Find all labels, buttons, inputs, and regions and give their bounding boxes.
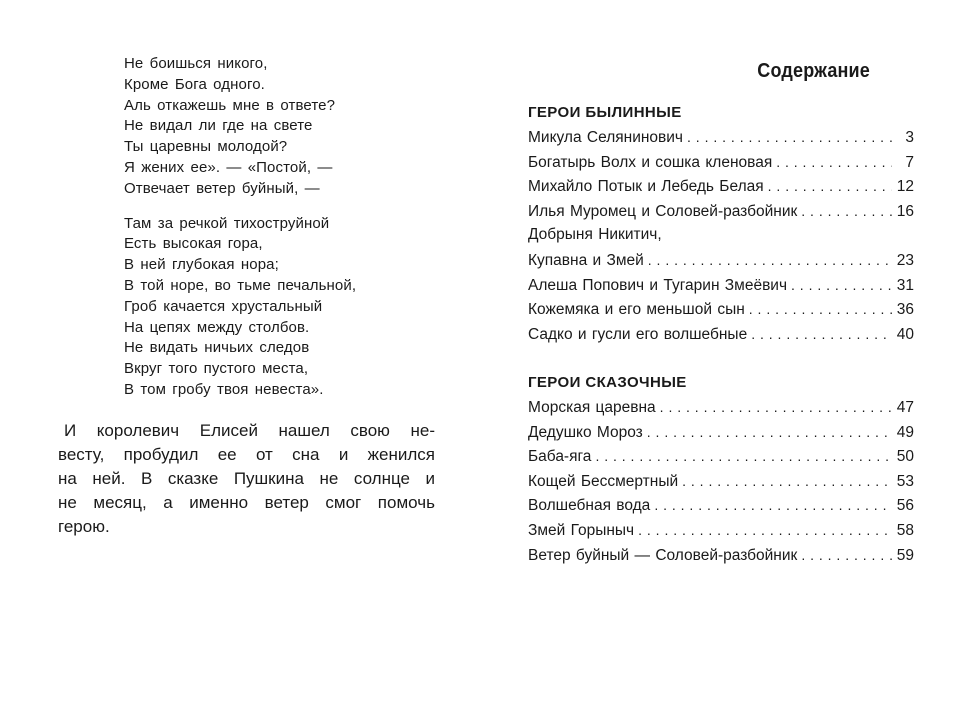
toc-entry-title: Морская царевна bbox=[528, 399, 656, 416]
verse-line: Вкруг того пустого места, bbox=[124, 360, 309, 378]
prose-line: герою. bbox=[58, 517, 110, 536]
prose-word: И bbox=[64, 421, 77, 440]
toc-entry bbox=[528, 174, 914, 199]
toc-page-number: 40 bbox=[896, 325, 914, 343]
prose-word: смог bbox=[325, 493, 362, 512]
leader-dots bbox=[768, 174, 892, 199]
prose-word: ее bbox=[217, 445, 237, 464]
right-page bbox=[479, 0, 959, 718]
verse-line: В ней глубокая нора; bbox=[124, 256, 279, 274]
toc-entry bbox=[528, 199, 914, 224]
prose-word: сказке bbox=[167, 469, 219, 488]
toc-entry-title: Кожемяка и его меньшой сын bbox=[528, 301, 745, 319]
leader-dots bbox=[749, 297, 892, 322]
poem-stanza-1 bbox=[124, 54, 444, 200]
toc-entry bbox=[528, 543, 914, 568]
prose-word: весту, bbox=[58, 445, 105, 464]
prose-word: и bbox=[338, 445, 349, 464]
toc-entry bbox=[528, 493, 914, 518]
toc-page-number: 53 bbox=[896, 472, 914, 490]
toc-entry bbox=[528, 518, 914, 543]
poem bbox=[124, 54, 444, 401]
toc-entry-title: Ветер буйный — Соловей-разбойник bbox=[528, 546, 798, 564]
prose-paragraph bbox=[58, 419, 435, 539]
toc-page-number: 50 bbox=[896, 448, 914, 466]
prose-word: сна bbox=[292, 445, 320, 464]
verse-line: Не боишься никого, bbox=[124, 55, 268, 72]
toc-entry-title: Алеша Попович и Тугарин Змеёвич bbox=[528, 276, 788, 294]
toc-page-number: 23 bbox=[896, 251, 914, 269]
verse-line: В том гробу твоя невеста». bbox=[124, 380, 324, 398]
prose-word: и bbox=[425, 469, 435, 488]
prose-word: В bbox=[140, 469, 153, 488]
toc-entries bbox=[528, 125, 914, 346]
toc-entry bbox=[528, 420, 914, 445]
toc-entry-title: Добрыня Никитич, bbox=[528, 226, 662, 244]
prose-word: нашел bbox=[278, 421, 330, 440]
prose-word: не bbox=[319, 469, 339, 488]
toc-page-number: 36 bbox=[896, 301, 914, 319]
toc-entry-title: Кощей Бессмертный bbox=[528, 472, 679, 490]
prose-word: от bbox=[255, 445, 273, 464]
leader-dots bbox=[660, 395, 892, 420]
left-page bbox=[0, 0, 479, 718]
verse-line: Отвечает ветер буйный, — bbox=[124, 179, 320, 197]
prose-word: помочь bbox=[377, 493, 435, 512]
toc-page-number: 59 bbox=[896, 546, 914, 564]
prose-word: а bbox=[163, 493, 173, 512]
prose-word: Пушкина bbox=[233, 469, 304, 488]
toc-page-number: 47 bbox=[896, 399, 914, 416]
verse-line: Есть высокая гора, bbox=[124, 235, 263, 253]
section-heading: ГЕРОИ СКАЗОЧНЫЕ bbox=[528, 374, 687, 391]
toc-page-number: 7 bbox=[905, 153, 914, 171]
leader-dots bbox=[791, 273, 892, 298]
toc-entry-title: Дедушко Мороз bbox=[528, 423, 643, 441]
prose-line bbox=[58, 467, 435, 491]
toc-entries bbox=[528, 395, 914, 567]
toc-section-bylinnye bbox=[528, 101, 914, 346]
toc-entry-title: Змей Горыныч bbox=[528, 521, 635, 539]
toc-entry-title: Волшебная вода bbox=[528, 497, 651, 515]
verse-line: На цепях между столбов. bbox=[124, 318, 310, 336]
prose-word: месяц, bbox=[93, 493, 147, 512]
prose-word: ней. bbox=[92, 469, 126, 488]
prose-word: ветер bbox=[264, 493, 309, 512]
verse-line: В той норе, во тьме печальной, bbox=[124, 276, 357, 294]
toc-page-number: 12 bbox=[896, 178, 914, 196]
prose-word: не- bbox=[410, 421, 435, 440]
prose-word: свою bbox=[350, 421, 390, 440]
toc-entry bbox=[528, 469, 914, 494]
prose-word: королевич bbox=[96, 421, 180, 440]
toc-entry bbox=[528, 248, 914, 273]
leader-dots bbox=[801, 543, 892, 568]
toc-entry-title: Микула Селянинович bbox=[528, 129, 684, 146]
toc-entry bbox=[528, 395, 914, 420]
prose-word: не bbox=[58, 493, 77, 512]
toc-title: Содержание bbox=[757, 60, 870, 82]
leader-dots bbox=[751, 322, 892, 347]
toc-entry-title: Баба-яга bbox=[528, 448, 592, 466]
prose-line bbox=[58, 443, 435, 467]
prose-line bbox=[58, 491, 435, 515]
toc-page-number: 56 bbox=[896, 497, 914, 515]
verse-line: Гроб качается хрустальный bbox=[124, 297, 323, 315]
leader-dots bbox=[638, 518, 892, 543]
leader-dots bbox=[776, 150, 892, 175]
toc-entry bbox=[528, 322, 914, 347]
leader-dots bbox=[654, 493, 892, 518]
toc-entry bbox=[528, 297, 914, 322]
verse-line: Я жених ее». — «Постой, — bbox=[124, 158, 333, 176]
toc-entry-title: Илья Муромец и Соловей-разбойник bbox=[528, 202, 798, 220]
toc-section-skazochnye bbox=[528, 371, 914, 567]
toc-entry bbox=[528, 273, 914, 298]
leader-dots bbox=[595, 444, 892, 469]
verse-line: Там за речкой тихоструйной bbox=[124, 214, 330, 232]
verse-line: Не видать ничьих следов bbox=[124, 339, 310, 357]
prose-word: именно bbox=[189, 493, 249, 512]
toc-entry bbox=[528, 223, 914, 248]
toc-page-number: 58 bbox=[896, 521, 914, 539]
leader-dots bbox=[647, 420, 892, 445]
poem-stanza-2 bbox=[124, 214, 444, 401]
toc-page-number: 3 bbox=[905, 129, 914, 146]
leader-dots bbox=[801, 199, 892, 224]
prose-line bbox=[58, 419, 435, 443]
prose-word: солнце bbox=[353, 469, 410, 488]
toc-page-number: 49 bbox=[896, 423, 914, 441]
leader-dots bbox=[687, 125, 892, 150]
toc-entry bbox=[528, 125, 914, 150]
prose-word: пробудил bbox=[123, 445, 199, 464]
verse-line: Ты царевны молодой? bbox=[124, 138, 288, 156]
verse-line: Кроме Бога одного. bbox=[124, 75, 265, 93]
leader-dots bbox=[648, 248, 892, 273]
verse-line: Аль откажешь мне в ответе? bbox=[124, 96, 336, 114]
toc-entry-title: Садко и гусли его волшебные bbox=[528, 325, 748, 343]
verse-line: Не видал ли где на свете bbox=[124, 117, 313, 135]
prose-word: женился bbox=[367, 445, 435, 464]
toc-entry-title: Михайло Потык и Лебедь Белая bbox=[528, 178, 764, 196]
toc-page-number: 16 bbox=[896, 202, 914, 220]
toc-entry-title: Купавна и Змей bbox=[528, 251, 644, 269]
section-heading: ГЕРОИ БЫЛИННЫЕ bbox=[528, 104, 682, 121]
prose-word: на bbox=[58, 469, 77, 488]
toc-page-number: 31 bbox=[896, 276, 914, 294]
toc-entry bbox=[528, 150, 914, 175]
toc-entry-title: Богатырь Волх и сошка кленовая bbox=[528, 153, 773, 171]
leader-dots bbox=[682, 469, 892, 494]
toc-entry bbox=[528, 444, 914, 469]
prose-word: Елисей bbox=[199, 421, 258, 440]
